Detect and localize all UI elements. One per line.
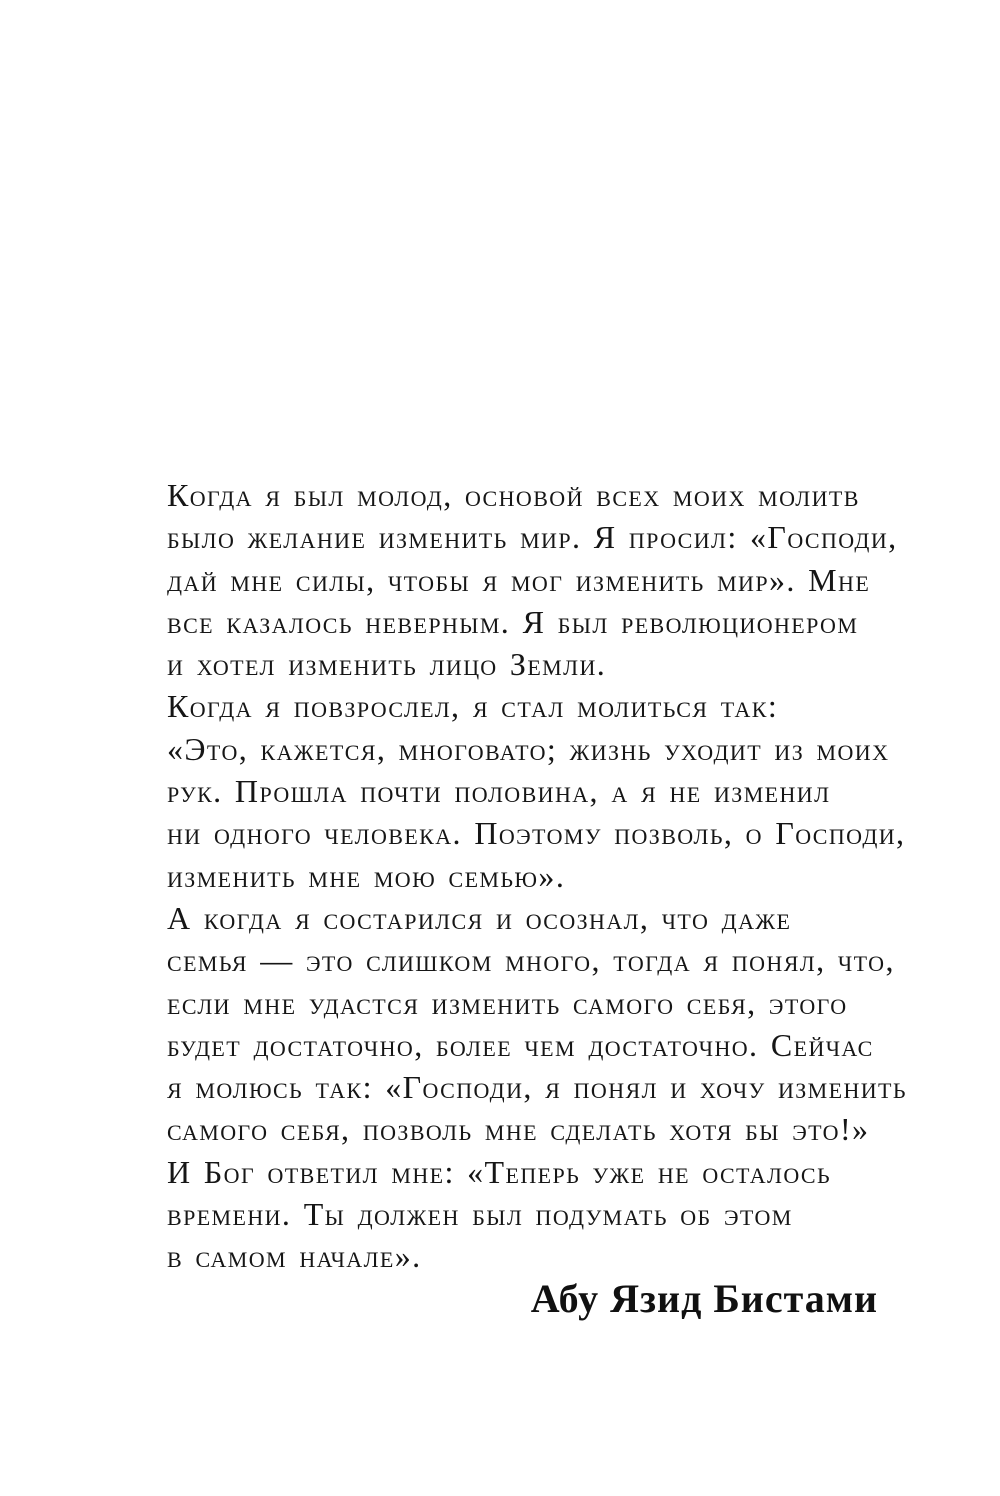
quote-line: Когда я был молод, основой всех моих молитв <box>167 477 860 513</box>
quote-line: изменить мне мою семью». <box>167 857 566 894</box>
quote-line: семья — это слишком много, тогда я понял, что, <box>167 942 895 979</box>
quote-line: самого себя, позволь мне сделать хотя бы это!» <box>167 1111 870 1148</box>
quote-line: А когда я состарился и осознал, что даже <box>167 899 792 936</box>
quote-line: рук. Прошла почти половина, а я не изменил <box>167 773 831 810</box>
quote-line: «Это, кажется, многовато; жизнь уходит из моих <box>167 730 890 767</box>
quote-line: было желание изменить мир. Я просил: «Господи, <box>167 519 898 556</box>
quote-line: я молюсь так: «Господи, я понял и хочу изменить <box>167 1069 907 1106</box>
quote-line: И Бог ответил мне: «Теперь уже не осталось <box>167 1153 832 1190</box>
quote-line: все казалось неверным. Я был революционером <box>167 603 859 640</box>
quote-line: будет достаточно, более чем достаточно. Сейчас <box>167 1026 874 1063</box>
quote-block <box>167 474 907 1324</box>
quote-line: и хотел изменить лицо Земли. <box>167 646 607 683</box>
quote-line: дай мне силы, чтобы я мог изменить мир». Мне <box>167 561 871 598</box>
quote-line: в самом начале». <box>167 1238 422 1275</box>
quote-line: Когда я повзрослел, я стал молиться так: <box>167 688 779 725</box>
quote-attribution: Абу Язид Бистами <box>530 1275 878 1321</box>
quote-lines <box>167 474 907 1278</box>
quote-line: времени. Ты должен был подумать об этом <box>167 1196 793 1233</box>
quote-line: если мне удастся изменить самого себя, этого <box>167 984 848 1021</box>
quote-line: ни одного человека. Поэтому позволь, о Господи, <box>167 815 906 852</box>
